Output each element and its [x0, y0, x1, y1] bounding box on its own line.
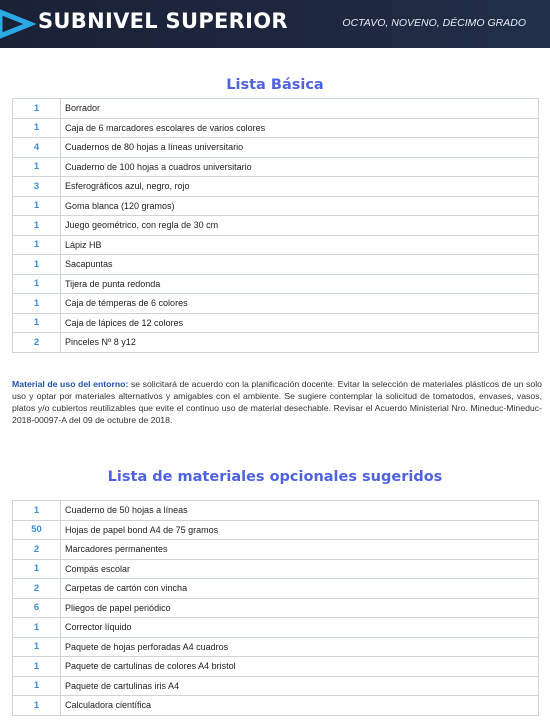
item-description: Paquete de cartulinas de colores A4 bristol: [61, 657, 539, 677]
optional-list-title: Lista de materiales opcionales sugeridos: [107, 469, 443, 485]
page-header: [0, 0, 550, 48]
table-row: [13, 216, 539, 236]
item-quantity: 1: [13, 216, 61, 236]
item-description: Carpetas de cartón con vincha: [61, 579, 539, 599]
item-quantity: 50: [13, 520, 61, 540]
item-quantity: 1: [13, 559, 61, 579]
table-row: [13, 540, 539, 560]
item-description: Paquete de hojas perforadas A4 cuadros: [61, 637, 539, 657]
item-quantity: 4: [13, 138, 61, 158]
table-row: [13, 598, 539, 618]
item-quantity: 6: [13, 598, 61, 618]
table-row: [13, 313, 539, 333]
table-row: [13, 501, 539, 521]
table-row: [13, 579, 539, 599]
item-description: Goma blanca (120 gramos): [61, 196, 539, 216]
item-quantity: 1: [13, 196, 61, 216]
table-row: [13, 618, 539, 638]
item-quantity: 1: [13, 118, 61, 138]
item-description: Juego geométrico, con regla de 30 cm: [61, 216, 539, 236]
item-description: Pinceles Nº 8 y12: [61, 333, 539, 353]
item-description: Borrador: [61, 99, 539, 119]
item-quantity: 2: [13, 540, 61, 560]
item-quantity: 1: [13, 274, 61, 294]
page-title: SUBNIVEL SUPERIOR: [38, 9, 288, 33]
table-row: [13, 157, 539, 177]
item-quantity: 1: [13, 618, 61, 638]
environment-material-note: [12, 378, 542, 426]
item-description: Caja de 6 marcadores escolares de varios colores: [61, 118, 539, 138]
table-row: [13, 520, 539, 540]
table-row: [13, 696, 539, 716]
item-description: Esferográficos azul, negro, rojo: [61, 177, 539, 197]
item-quantity: 1: [13, 255, 61, 275]
item-description: Cuaderno de 100 hojas a cuadros universitario: [61, 157, 539, 177]
item-quantity: 2: [13, 579, 61, 599]
table-row: [13, 235, 539, 255]
table-row: [13, 637, 539, 657]
table-row: [13, 177, 539, 197]
item-description: Cuadernos de 80 hojas a líneas universitario: [61, 138, 539, 158]
note-label: Material de uso del entorno:: [12, 379, 129, 389]
note-text: se solicitará de acuerdo con la planificación docente. Evitar la selección de materiales plásticos de un solo uso y optar por materiales alternativos y amigables con el ambiente. Se sugiere contemplar la solicitud de tomatodos, envases, vasos, platos y/o cubiertos reutilizables que evite el continuo uso de material desechable. Revisar el Acuerdo Ministerial Nro. Mineduc-Mineduc-2018-00097-A del 09 de octubre de 2018.: [12, 379, 542, 425]
table-row: [13, 196, 539, 216]
item-quantity: 1: [13, 313, 61, 333]
table-row: [13, 333, 539, 353]
table-row: [13, 118, 539, 138]
item-description: Hojas de papel bond A4 de 75 gramos: [61, 520, 539, 540]
item-quantity: 1: [13, 637, 61, 657]
item-description: Caja de témperas de 6 colores: [61, 294, 539, 314]
table-row: [13, 274, 539, 294]
item-description: Lápiz HB: [61, 235, 539, 255]
basic-list-title: Lista Básica: [226, 77, 324, 93]
item-description: Caja de lápices de 12 colores: [61, 313, 539, 333]
item-description: Corrector líquido: [61, 618, 539, 638]
item-quantity: 3: [13, 177, 61, 197]
table-row: [13, 676, 539, 696]
table-row: [13, 138, 539, 158]
item-description: Tijera de punta redonda: [61, 274, 539, 294]
table-row: [13, 559, 539, 579]
item-description: Compás escolar: [61, 559, 539, 579]
basic-list-table: [12, 98, 539, 353]
table-row: [13, 294, 539, 314]
arrow-logo-icon: [0, 6, 36, 42]
item-quantity: 2: [13, 333, 61, 353]
table-row: [13, 99, 539, 119]
item-quantity: 1: [13, 99, 61, 119]
item-quantity: 1: [13, 501, 61, 521]
item-quantity: 1: [13, 235, 61, 255]
item-quantity: 1: [13, 696, 61, 716]
item-description: Marcadores permanentes: [61, 540, 539, 560]
table-row: [13, 657, 539, 677]
item-description: Pliegos de papel periódico: [61, 598, 539, 618]
item-quantity: 1: [13, 157, 61, 177]
item-description: Sacapuntas: [61, 255, 539, 275]
item-description: Calculadora científica: [61, 696, 539, 716]
item-description: Paquete de cartulinas iris A4: [61, 676, 539, 696]
item-quantity: 1: [13, 676, 61, 696]
table-row: [13, 255, 539, 275]
optional-list-table: [12, 500, 539, 716]
item-quantity: 1: [13, 657, 61, 677]
item-quantity: 1: [13, 294, 61, 314]
item-description: Cuaderno de 50 hojas a líneas: [61, 501, 539, 521]
grade-subtitle: OCTAVO, NOVENO, DÉCIMO GRADO: [342, 17, 526, 29]
